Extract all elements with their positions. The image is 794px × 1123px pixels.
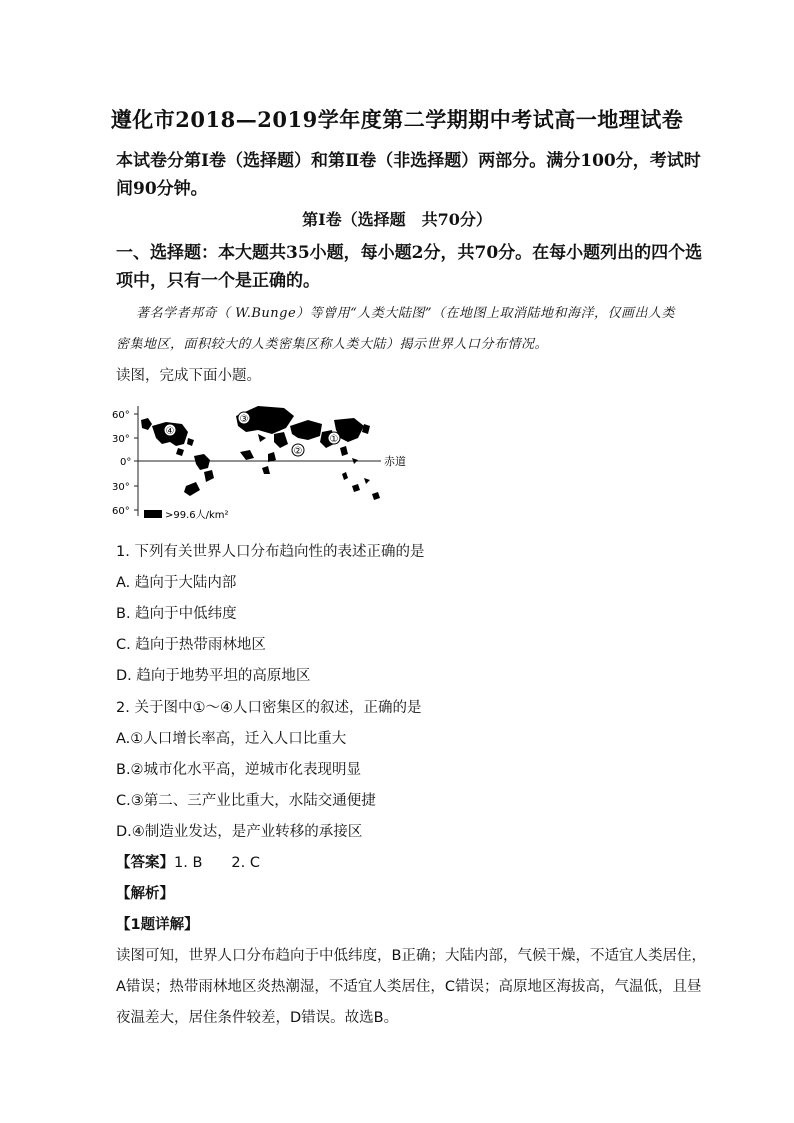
detail-line-3: 夜温差大，居住条件较差，D错误。故选B。	[116, 1010, 399, 1026]
question-1-option-c: C. 趋向于热带雨林地区	[116, 637, 266, 653]
oceania-cluster	[342, 472, 380, 500]
world-population-map	[108, 398, 418, 524]
marker-1	[328, 432, 340, 445]
north-america-cluster	[141, 418, 194, 456]
question-2-option-a: A.①人口增长率高，迁入人口比重大	[116, 731, 347, 747]
question-2-option-d: D.④制造业发达，是产业转移的承接区	[116, 824, 363, 840]
passage-line-2: 密集地区，面积较大的人类密集区称人类大陆）揭示世界人口分布情况。	[116, 337, 549, 352]
south-america-cluster	[184, 454, 214, 496]
marker-3	[238, 412, 250, 425]
detail-tag: 【1题详解】	[116, 917, 199, 933]
question-2-option-b: B.②城市化水平高，逆城市化表现明显	[116, 762, 362, 778]
svg-text:③: ③	[239, 414, 249, 425]
marker-2	[292, 444, 304, 457]
svg-text:④: ④	[165, 426, 175, 437]
intro-line-1: 本试卷分第Ⅰ卷（选择题）和第Ⅱ卷（非选择题）两部分。满分100分，考试时	[116, 151, 701, 171]
lat-label-30s: 30°	[112, 482, 130, 493]
analysis-tag: 【解析】	[116, 886, 174, 902]
part-heading-line-1: 一、选择题：本大题共35小题，每小题2分，共70分。在每小题列出的四个选	[116, 243, 703, 263]
instruction-text: 读图，完成下面小题。	[116, 368, 261, 384]
section-title: 第Ⅰ卷（选择题 共70分）	[302, 210, 492, 229]
question-2-stem: 2. 关于图中①～④人口密集区的叙述，正确的是	[116, 700, 422, 716]
exam-title: 遵化市2018—2019学年度第二学期期中考试高一地理试卷	[110, 107, 684, 132]
marker-4	[164, 424, 176, 437]
answer-tag: 【答案】	[116, 855, 174, 871]
lat-label-60n: 60°	[112, 410, 130, 421]
legend-label: >99.6人/km²	[165, 510, 229, 521]
question-1-option-d: D. 趋向于地势平坦的高原地区	[116, 668, 311, 684]
question-1-option-b: B. 趋向于中低纬度	[116, 606, 237, 622]
svg-text:②: ②	[293, 446, 303, 457]
question-2-option-c: C.③第二、三产业比重大，水陆交通便捷	[116, 793, 376, 809]
question-1-stem: 1. 下列有关世界人口分布趋向性的表述正确的是	[116, 544, 425, 560]
passage-line-1: 著名学者邦奇（ W.Bunge）等曾用“人类大陆图”（在地图上取消陆地和海洋，仅画出人类	[136, 306, 675, 321]
question-1-option-a: A. 趋向于大陆内部	[116, 575, 237, 591]
detail-line-1: 读图可知，世界人口分布趋向于中低纬度，B正确；大陆内部，气候干燥，不适宜人类居住，	[116, 948, 706, 964]
svg-text:①: ①	[329, 434, 339, 445]
detail-line-2: A错误；热带雨林地区炎热潮湿，不适宜人类居住，C错误；高原地区海拔高，气温低，且昼	[116, 979, 702, 995]
legend-swatch	[144, 510, 162, 518]
intro-line-2: 间90分钟。	[116, 179, 208, 199]
lat-label-60s: 60°	[112, 506, 130, 517]
answer-values: 1. B 2. C	[174, 855, 260, 871]
equator-label: 赤道	[384, 455, 406, 468]
part-heading-line-2: 项中，只有一个是正确的。	[116, 271, 320, 291]
lat-label-30n: 30°	[112, 434, 130, 445]
answer-line	[116, 851, 260, 872]
lat-label-0: 0°	[120, 457, 132, 468]
